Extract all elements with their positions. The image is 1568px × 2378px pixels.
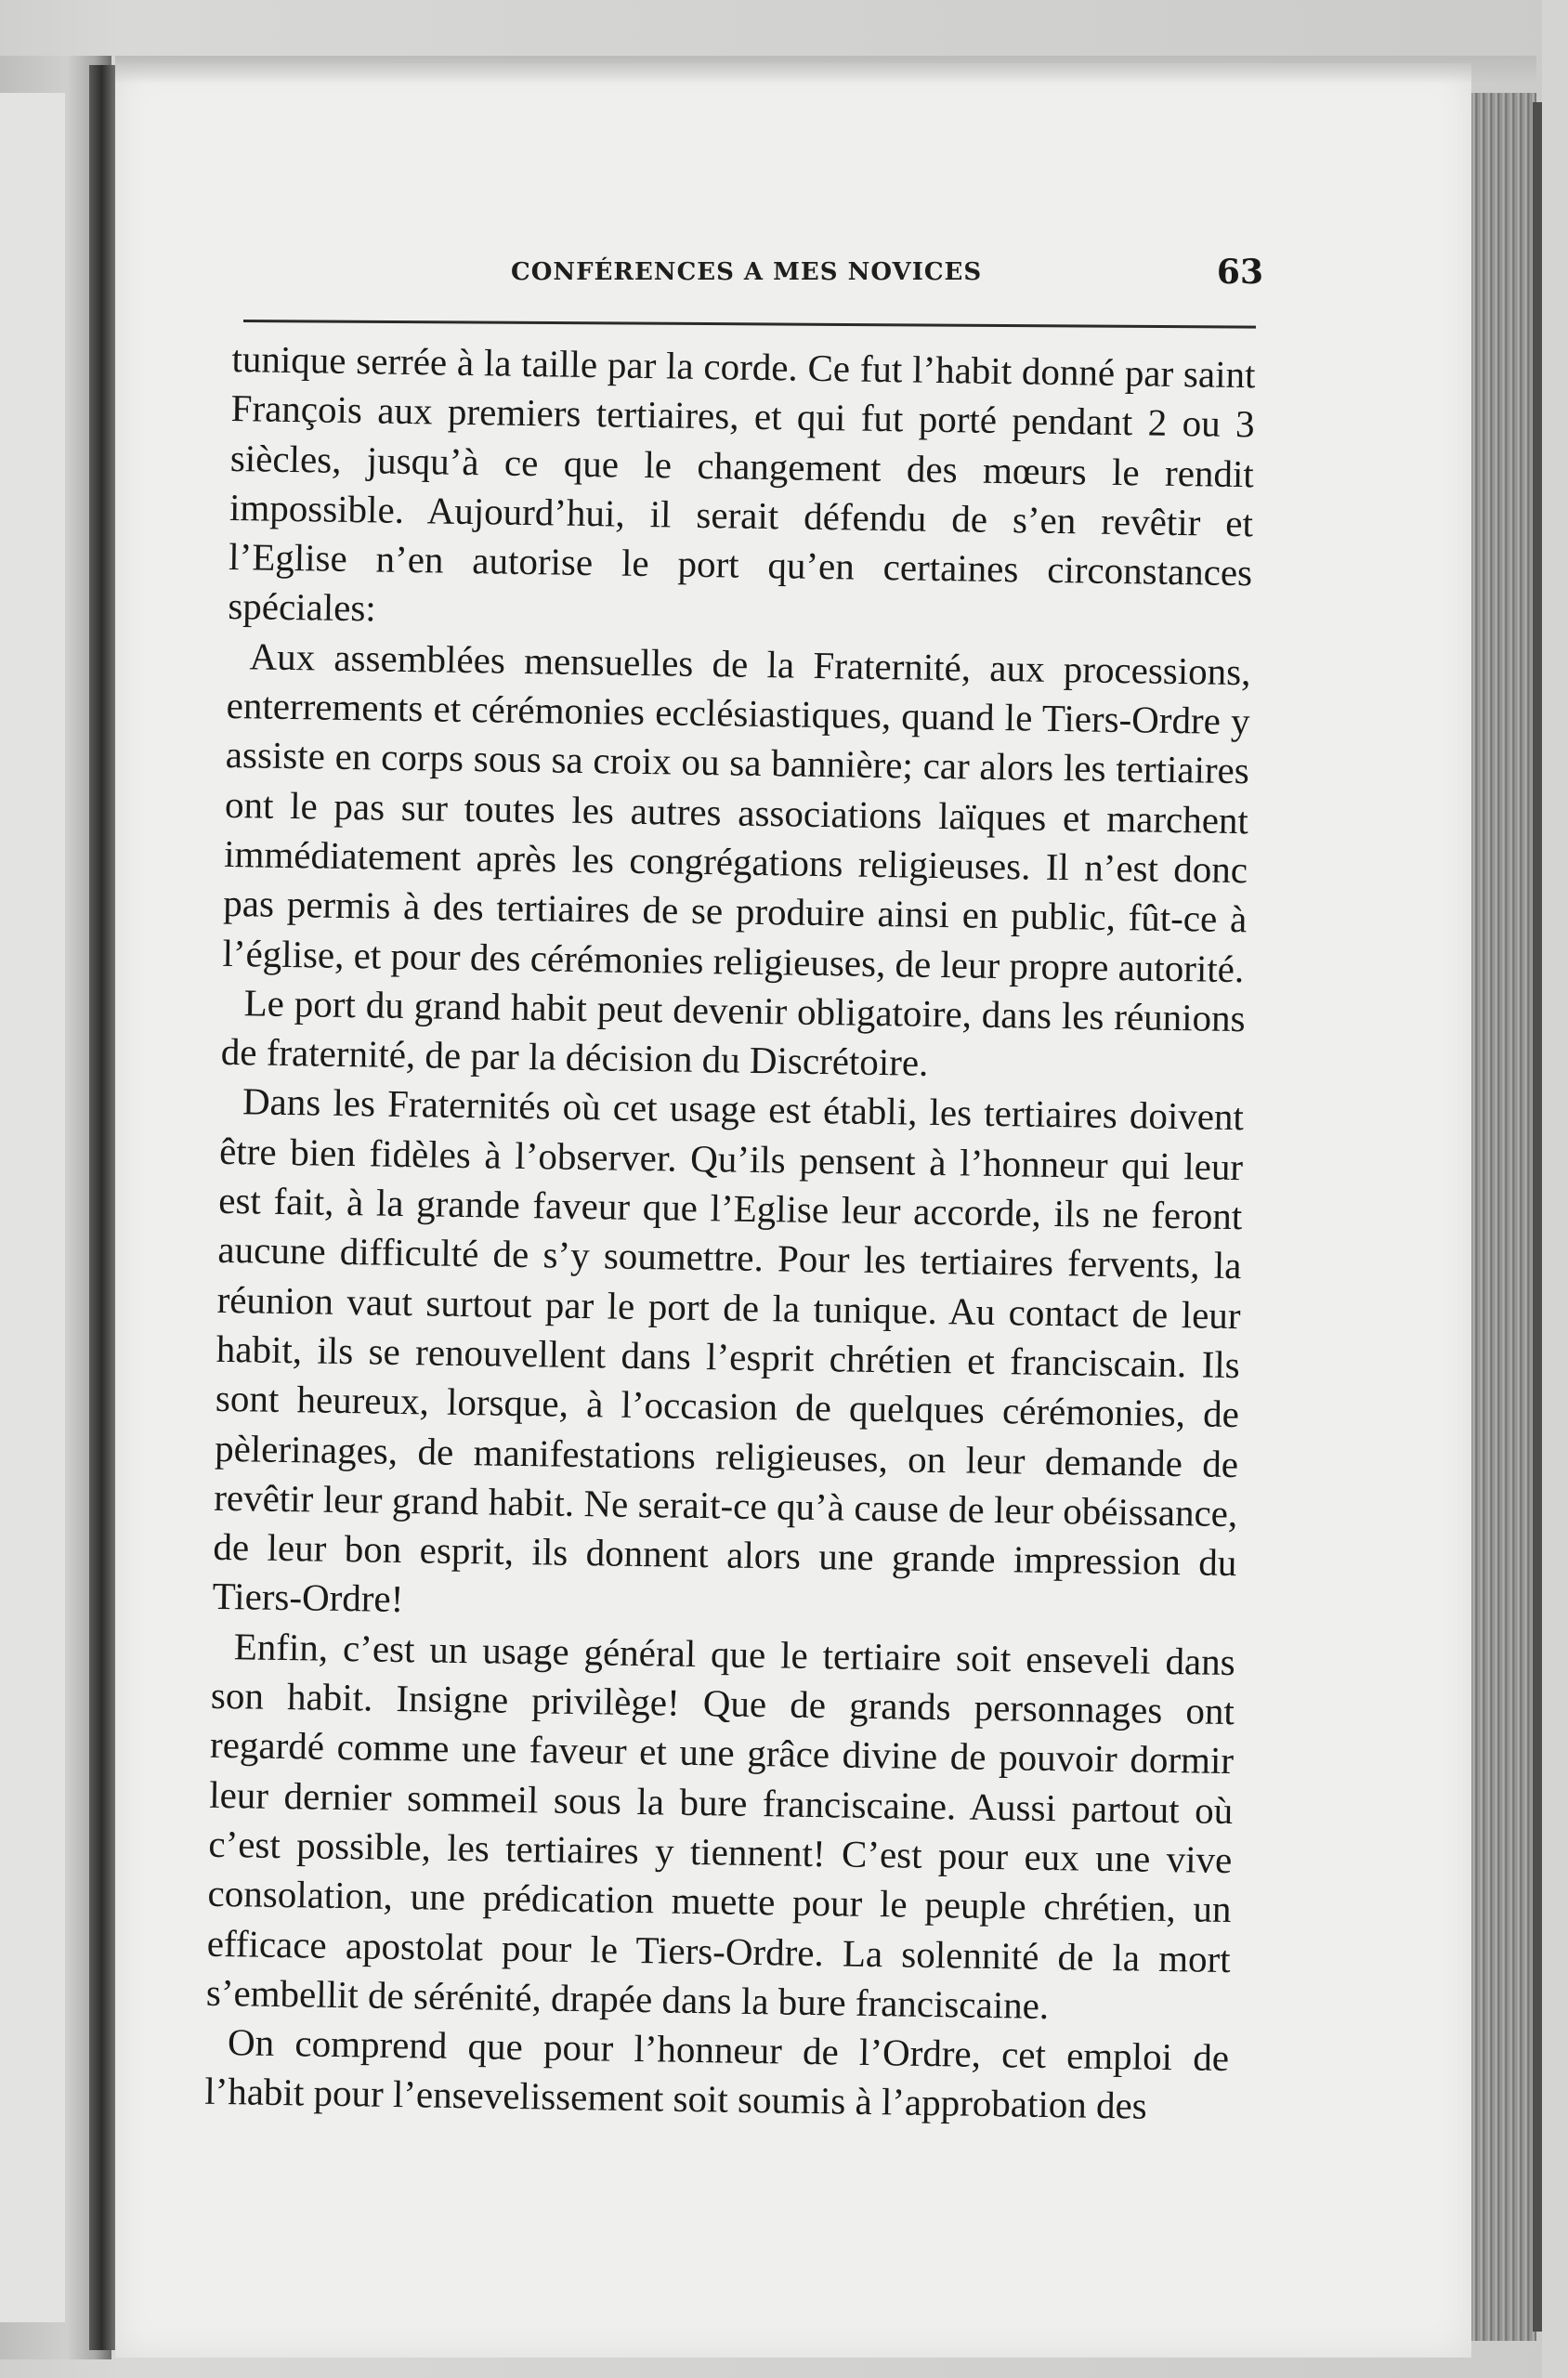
page-stack-outer-edge (1533, 102, 1542, 2332)
running-head (243, 253, 1263, 305)
paragraph: Dans les Fraternités où cet usage est établi, les tertiaires doivent être bien fidèles à l’observer. Qu’ils pensent à l’honneur qui leur est fait, à la grande faveur que l’Eglise leur accorde, ils ne feront aucune difficulté de s’y soumettre. Pour les tertiaires fervents, la réunion vaut surtout par le port de la tunique. Au contact de leur habit, ils se renouvellent dans l’esprit chrétien et franciscain. Ils sont heureux, lorsque, à l’occasion de quelques cérémonies, de pèlerinages, de manifestations religieuses, on leur demande de revêtir leur grand habit. Ne serait-ce qu’à cause de leur obéissance, de leur bon esprit, ils donnent alors une grande impression du Tiers-Ordre! (212, 1079, 1245, 1621)
page-number: 63 (1216, 253, 1263, 292)
page-top-shadow (115, 56, 1536, 84)
body-text (204, 334, 1256, 2133)
paragraph: Le port du grand habit peut devenir obligatoire, dans les réunions de fraternité, de par la décision du Discrétoire. (220, 981, 1246, 1085)
paragraph: tunique serrée à la taille par la corde. Ce fut l’habit donné par saint François aux premiers tertiaires, et qui fut porté pendant 2 ou 3 siècles, jusqu’à ce que le changement des mœurs le rendit impossible. Aujourd’hui, il serait défendu de s’en revêtir et l’Eglise n’en autorise le port qu’en certaines circonstances spéciales: (228, 336, 1256, 630)
left-page-edge (0, 93, 65, 2322)
paragraph: Enfin, c’est un usage général que le tertiaire soit enseveli dans son habit. Insigne privilège! Que de grands personnages ont regardé comme une faveur et une grâce divine de pouvoir dormir leur dernier sommeil sous la bure franciscaine. Aussi partout où c’est possible, les tertiaires y tiennent! C’est pour eux une vive consolation, une prédication muette pour le peuple chrétien, un efficace apostolat pour le Tiers-Ordre. La solennité de la mort s’embellit de sérénité, drapée dans la bure franciscaine. (205, 1624, 1236, 2027)
paragraph: On comprend que pour l’honneur de l’Ordre, cet emploi de l’habit pour l’ensevelissement soit soumis à l’approbation des (203, 2020, 1230, 2128)
spine-shadow (89, 65, 117, 2350)
running-title: CONFÉRENCES A MES NOVICES (511, 258, 983, 286)
paragraph: Aux assemblées mensuelles de la Fraternité, aux processions, enterrements et cérémonies ecclésiastiques, quand le Tiers-Ordre y assiste en corps sous sa croix ou sa bannière; car alors les tertiaires ont le pas sur toutes les autres associations laïques et marchent immédiatement après les congrégations religieuses. Il n’est donc pas permis à des tertiaires de se produire ainsi en public, fût-ce à l’église, et pour des cérémonies religieuses, de leur propre autorité. (222, 634, 1251, 990)
scan-right-margin (1542, 0, 1568, 2378)
page-stack-edges (1471, 93, 1536, 2341)
